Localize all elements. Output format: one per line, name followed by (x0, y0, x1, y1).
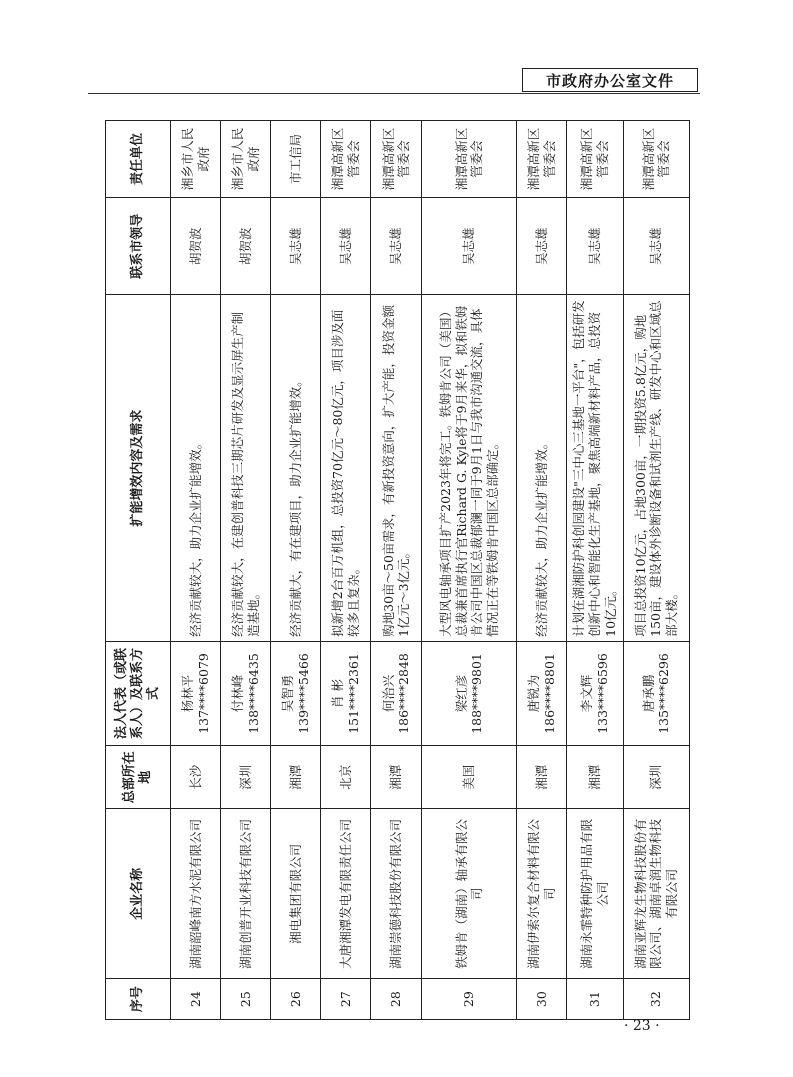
cell-leader: 吴志雄 (271, 198, 321, 295)
cell-leader: 吴志雄 (623, 198, 690, 295)
cell-hq: 美国 (422, 746, 517, 809)
cell-unit: 湘乡市人民政府 (171, 121, 221, 198)
cell-contact: 唐承鹏 135****6296 (623, 641, 690, 745)
cell-leader: 胡贺波 (171, 198, 221, 295)
cell-unit: 湘潭高新区管委会 (567, 121, 623, 198)
enterprise-table (105, 120, 690, 1020)
table-row (321, 121, 371, 1020)
cell-leader: 胡贺波 (221, 198, 271, 295)
cell-content: 经济贡献较大，在建创普科技三期芯片研发及显示屏生产制造基地。 (221, 295, 271, 641)
cell-content: 拟新增2台百万机组，总投资70亿元～80亿元，项目涉及面较多且复杂。 (321, 295, 371, 641)
cell-hq: 湘潭 (517, 746, 567, 809)
page-number: · 23 · (624, 1018, 660, 1034)
cell-unit: 湘潭高新区管委会 (371, 121, 422, 198)
table-row (623, 121, 690, 1020)
cell-leader: 吴志雄 (517, 198, 567, 295)
cell-hq: 湘潭 (567, 746, 623, 809)
cell-hq: 长沙 (171, 746, 221, 809)
cell-unit: 湘潭高新区管委会 (623, 121, 690, 198)
column-header-leader: 联系市领导 (106, 198, 171, 295)
rotated-table-container (105, 120, 690, 1020)
cell-hq: 湘潭 (371, 746, 422, 809)
cell-no: 28 (371, 979, 422, 1020)
cell-hq: 深圳 (221, 746, 271, 809)
cell-company: 湖南亚辉龙生物科技股份有限公司、湖南卓润生物科技有限公司 (623, 809, 690, 979)
document-header-badge: 市政府办公室文件 (522, 68, 698, 92)
column-header-unit: 责任单位 (106, 121, 171, 198)
cell-no: 32 (623, 979, 690, 1020)
cell-contact: 杨林平 137****6079 (171, 641, 221, 745)
cell-unit: 湘潭高新区管委会 (422, 121, 517, 198)
table-row (171, 121, 221, 1020)
cell-content: 项目总投资10亿元，占地300亩，一期投资5.8亿元，购地150亩，建设体外诊断设备和试剂生产线、研发中心和区域总部大楼。 (623, 295, 690, 641)
table-row (271, 121, 321, 1020)
cell-company: 铁姆肯（湖南）轴承有限公司 (422, 809, 517, 979)
table-row (567, 121, 623, 1020)
header-rule (88, 93, 700, 94)
cell-no: 27 (321, 979, 371, 1020)
cell-unit: 湘潭高新区管委会 (517, 121, 567, 198)
cell-company: 湘电集团有限公司 (271, 809, 321, 979)
cell-hq: 北京 (321, 746, 371, 809)
cell-unit: 湘潭高新区管委会 (321, 121, 371, 198)
cell-company: 大唐湘潭发电有限责任公司 (321, 809, 371, 979)
cell-contact: 吴智勇 139****5466 (271, 641, 321, 745)
cell-no: 30 (517, 979, 567, 1020)
cell-content: 购地30亩～50亩需求，有新投资意向，扩大产能，投资金额1亿元～3亿元。 (371, 295, 422, 641)
cell-content: 经济贡献大，有在建项目，助力企业扩能增效。 (271, 295, 321, 641)
table-row (422, 121, 517, 1020)
cell-hq: 湘潭 (271, 746, 321, 809)
cell-contact: 李文辉 133****6596 (567, 641, 623, 745)
cell-no: 29 (422, 979, 517, 1020)
table-row (371, 121, 422, 1020)
cell-content: 经济贡献较大，助力企业扩能增效。 (517, 295, 567, 641)
cell-leader: 吴志雄 (567, 198, 623, 295)
cell-company: 湖南创普开业科技有限公司 (221, 809, 271, 979)
cell-no: 25 (221, 979, 271, 1020)
cell-leader: 吴志雄 (321, 198, 371, 295)
cell-company: 湖南韶峰南方水泥有限公司 (171, 809, 221, 979)
cell-no: 26 (271, 979, 321, 1020)
cell-company: 湖南崇德科技股份有限公司 (371, 809, 422, 979)
table-header-row (106, 121, 171, 1020)
cell-company: 湖南伊索尔复合材料有限公司 (517, 809, 567, 979)
column-header-contact: 法人代表（或联系人）及联系方式 (106, 641, 171, 745)
cell-contact: 何治兴 186****2848 (371, 641, 422, 745)
cell-company: 湖南永霏特种防护用品有限公司 (567, 809, 623, 979)
cell-no: 31 (567, 979, 623, 1020)
cell-no: 24 (171, 979, 221, 1020)
cell-contact: 梁红彦 188****9801 (422, 641, 517, 745)
cell-contact: 肖 彬 151****2361 (321, 641, 371, 745)
cell-hq: 深圳 (623, 746, 690, 809)
cell-content: 计划在湖湘防护科创园建设"三中心三基地一平台"，包括研发创新中心和智能化生产基地，聚焦高端新材料产品，总投资10亿元。 (567, 295, 623, 641)
cell-content: 经济贡献较大，助力企业扩能增效。 (171, 295, 221, 641)
cell-unit: 市工信局 (271, 121, 321, 198)
column-header-company: 企业名称 (106, 809, 171, 979)
table-row (221, 121, 271, 1020)
column-header-no: 序号 (106, 979, 171, 1020)
cell-content: 大型风电轴承项目扩产2023年将完工。铁姆肯公司（美国）总裁兼首席执行官Richard G. Kyle将于9月来华，拟和铁姆肯公司中国区总裁郁澜一同于9月1日与我市沟通交流，具体情况正在等铁姆肯中国区总部确定。 (422, 295, 517, 641)
cell-contact: 付林峰 138****6435 (221, 641, 271, 745)
table-row (517, 121, 567, 1020)
cell-leader: 吴志雄 (422, 198, 517, 295)
column-header-hq: 总部所在地 (106, 746, 171, 809)
cell-unit: 湘乡市人民政府 (221, 121, 271, 198)
cell-leader: 吴志雄 (371, 198, 422, 295)
cell-contact: 唐锐为 186****8801 (517, 641, 567, 745)
column-header-content: 扩能增效内容及需求 (106, 295, 171, 641)
